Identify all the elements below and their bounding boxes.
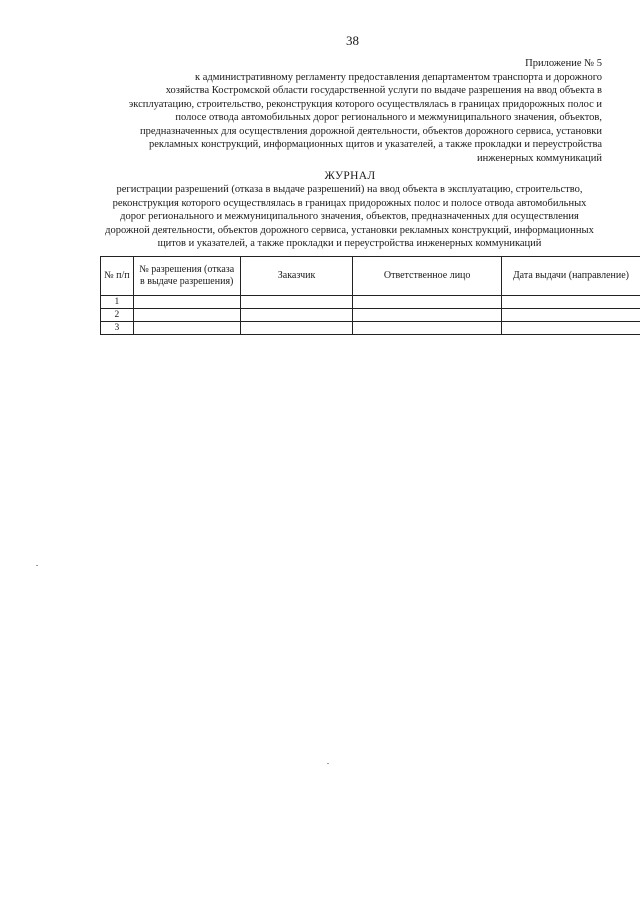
appendix-line: к административному регламенту предоставления департаментом транспорта и дорожного (195, 71, 602, 83)
row-number: 1 (101, 296, 134, 309)
journal-subtitle (92, 183, 607, 251)
table-row (101, 309, 640, 322)
journal-subtitle-line: регистрации разрешений (отказа в выдаче разрешений) на ввод объекта в эксплуатацию, строительство, (116, 184, 583, 195)
empty-cell (240, 309, 353, 322)
appendix-line: рекламных конструкций, информационных щитов и указателей, а также прокладки и переустройства (148, 139, 602, 150)
empty-cell (501, 309, 640, 322)
registration-table (100, 256, 640, 335)
header-permit: № разрешения (отказа в выдаче разрешения) (133, 257, 240, 296)
header-date: Дата выдачи (направление) (501, 257, 640, 296)
scan-speck (327, 763, 329, 764)
appendix-block (102, 57, 602, 165)
table-row (101, 296, 640, 309)
header-responsible: Ответственное лицо (353, 257, 501, 296)
journal-subtitle-line: щитов и указателей, а также прокладки и переустройства инженерных коммуникаций (157, 238, 542, 249)
row-number: 3 (101, 322, 134, 335)
page-number: 38 (346, 33, 359, 48)
empty-cell (133, 296, 240, 309)
header-num: № п/п (101, 257, 134, 296)
row-number: 2 (101, 309, 134, 322)
appendix-line: хозяйства Костромской области государственной услуги по выдаче разрешения на ввод объекта в (165, 85, 602, 96)
table-header-row (101, 257, 640, 296)
journal-subtitle-line: реконструкция которого осуществлялась в границах придорожных полос и полосе отвода автомобильных (112, 197, 587, 209)
appendix-line: полосе отвода автомобильных дорог регионального и межмуниципального значения, объектов, (175, 112, 602, 123)
empty-cell (240, 296, 353, 309)
journal-title: ЖУРНАЛ (324, 170, 376, 182)
empty-cell (353, 322, 501, 335)
empty-cell (353, 309, 501, 322)
empty-cell (133, 309, 240, 322)
table-row (101, 322, 640, 335)
header-customer: Заказчик (240, 257, 353, 296)
empty-cell (133, 322, 240, 335)
appendix-heading: Приложение № 5 (525, 58, 602, 69)
empty-cell (240, 322, 353, 335)
empty-cell (353, 296, 501, 309)
scan-speck (36, 565, 38, 566)
appendix-line: предназначенных для осуществления дорожной деятельности, объектов дорожного сервиса, установки (139, 125, 602, 137)
empty-cell (501, 322, 640, 335)
journal-subtitle-line: дорог регионального и межмуниципального значения, объектов, предназначенных для осуществления (120, 211, 579, 222)
appendix-line: инженерных коммуникаций (477, 152, 602, 164)
appendix-line: эксплуатацию, строительство, реконструкция которого осуществлялась в границах придорожных полос и (128, 98, 602, 110)
empty-cell (501, 296, 640, 309)
journal-subtitle-line: дорожной деятельности, объектов дорожного сервиса, установки рекламных конструкций, информационных (105, 224, 594, 236)
